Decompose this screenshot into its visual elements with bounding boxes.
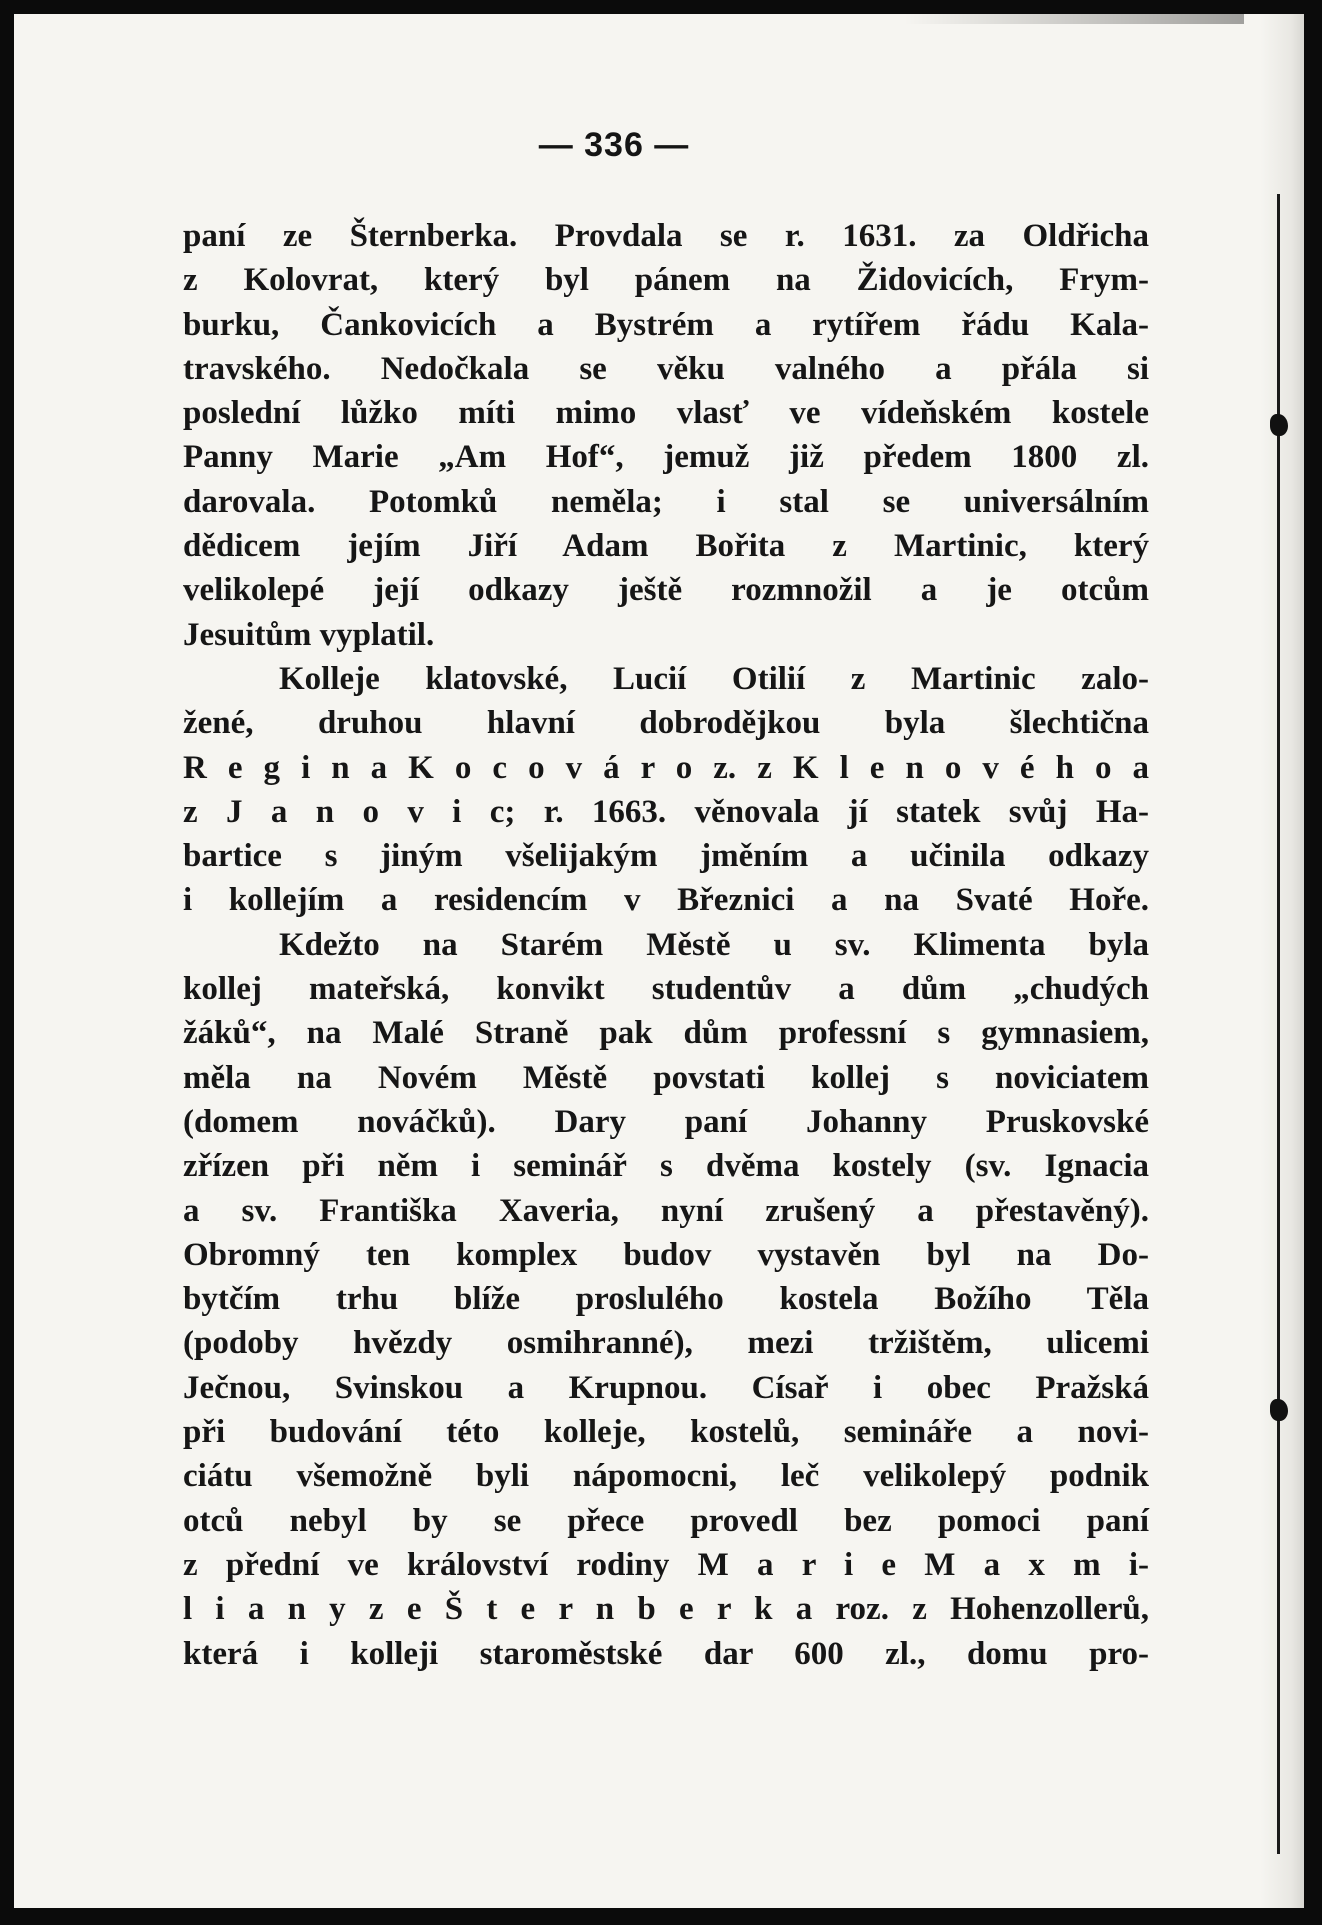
text-line: Obromný ten komplex budov vystavěn byl na Do- bbox=[183, 1236, 1149, 1273]
text-line: dědicem jejím Jiří Adam Bořita z Martinic, který bbox=[183, 528, 1149, 565]
text-line: Kolleje klatovské, Lucií Otilií z Martinic zalo- bbox=[279, 660, 1149, 697]
text-line: paní ze Šternberka. Provdala se r. 1631. za Oldřicha bbox=[183, 218, 1149, 254]
text-line: Jesuitům vyplatil. bbox=[183, 616, 435, 653]
text-line: darovala. Potomků neměla; i stal se universálním bbox=[183, 483, 1149, 520]
text-line: žené, druhou hlavní dobrodějkou byla šlechtična bbox=[183, 705, 1149, 742]
binding-line bbox=[1277, 194, 1280, 1854]
text-line: (domem nováčků). Dary paní Johanny Pruskovské bbox=[183, 1103, 1149, 1140]
text-line: při budování této kolleje, kostelů, semináře a novi- bbox=[183, 1414, 1149, 1451]
text-line: Ječnou, Svinskou a Krupnou. Císař i obec Pražská bbox=[183, 1369, 1149, 1406]
binding-mark bbox=[1270, 1399, 1288, 1421]
scan-smudge bbox=[904, 14, 1244, 24]
text-line: žáků“, na Malé Straně pak dům professní s gymnasiem, bbox=[183, 1015, 1149, 1052]
text-line: bytčím trhu blíže proslulého kostela Božího Těla bbox=[183, 1281, 1149, 1318]
text-line: a sv. Františka Xaveria, nyní zrušený a přestavěný). bbox=[183, 1192, 1149, 1229]
text-line: (podoby hvězdy osmihranné), mezi tržištěm, ulicemi bbox=[183, 1325, 1149, 1362]
text-line: z přední ve království rodiny M a r i e M a x m i- bbox=[183, 1546, 1149, 1583]
text-line: kollej mateřská, konvikt studentův a dům „chudých bbox=[183, 971, 1149, 1008]
text-line: velikolepé její odkazy ještě rozmnožil a je otcům bbox=[183, 572, 1149, 609]
text-line: která i kolleji staroměstské dar 600 zl., domu pro- bbox=[183, 1635, 1149, 1672]
book-page bbox=[14, 14, 1304, 1908]
binding-mark bbox=[1270, 414, 1288, 436]
text-line: i kollejím a residencím v Březnici a na Svaté Hoře. bbox=[183, 882, 1149, 919]
text-line: R e g i n a K o c o v á r o z. z K l e n o v é h o a bbox=[183, 749, 1149, 786]
text-line: bartice s jiným všelijakým jměním a učinila odkazy bbox=[183, 838, 1149, 875]
text-line: poslední lůžko míti mimo vlasť ve vídeňském kostele bbox=[183, 395, 1149, 432]
text-line: l i a n y z e Š t e r n b e r k a roz. z Hohenzollerů, bbox=[183, 1591, 1149, 1628]
text-line: otců nebyl by se přece provedl bez pomoci paní bbox=[183, 1502, 1149, 1539]
text-line: travského. Nedočkala se věku valného a přála si bbox=[183, 350, 1149, 387]
text-line: z Kolovrat, který byl pánem na Židovicích, Frym- bbox=[183, 262, 1149, 299]
body-text bbox=[183, 214, 1149, 1676]
text-line: ciátu všemožně byli nápomocni, leč velikolepý podnik bbox=[183, 1458, 1149, 1495]
text-line: z J a n o v i c; r. 1663. věnovala jí statek svůj Ha- bbox=[183, 793, 1149, 830]
text-line: zřízen při něm i seminář s dvěma kostely (sv. Ignacia bbox=[183, 1148, 1149, 1185]
text-line: Panny Marie „Am Hof“, jemuž již předem 1800 zl. bbox=[183, 439, 1149, 476]
text-line: měla na Novém Městě povstati kollej s noviciatem bbox=[183, 1059, 1149, 1096]
text-line: burku, Čankovicích a Bystrém a rytířem řádu Kala- bbox=[183, 306, 1149, 343]
text-line: Kdežto na Starém Městě u sv. Klimenta byla bbox=[279, 926, 1149, 963]
page-edge bbox=[1260, 14, 1304, 1908]
page-number: — 336 — bbox=[538, 126, 690, 164]
